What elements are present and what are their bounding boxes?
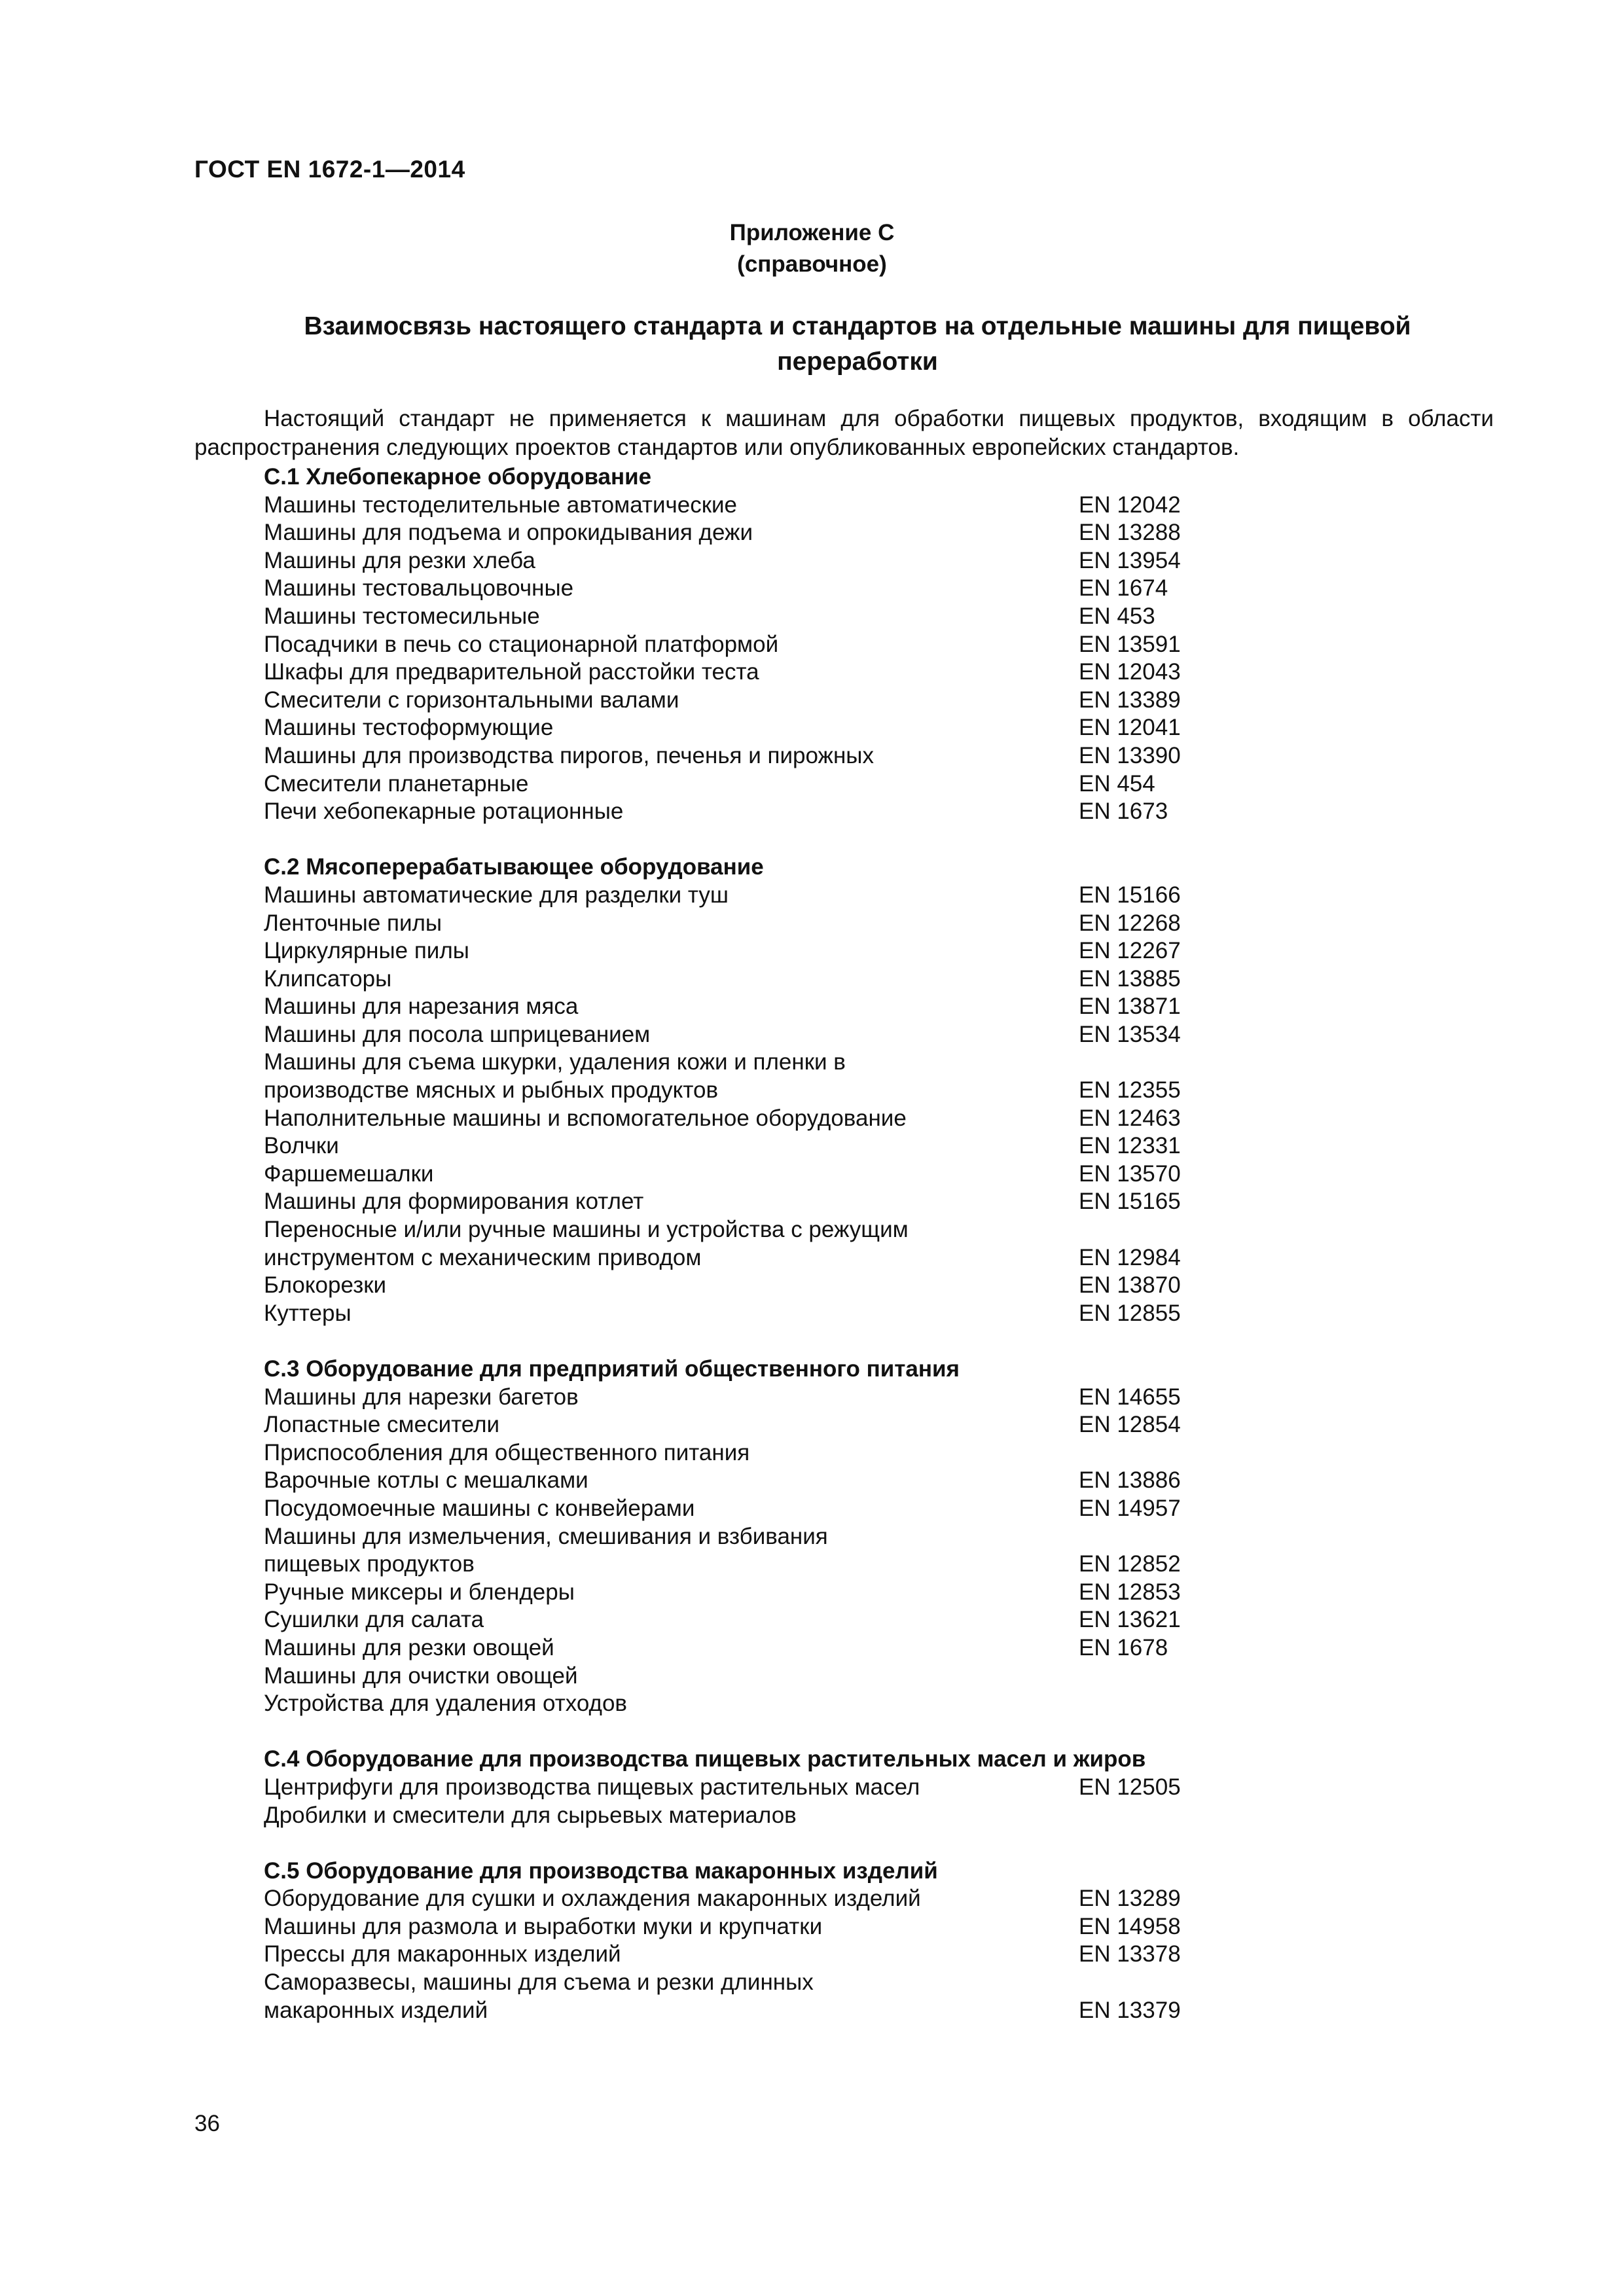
machine-name: Прессы для макаронных изделий [264, 1941, 621, 1967]
standard-code: EN 1674 [1079, 575, 1168, 601]
list-item [264, 993, 1246, 1021]
list-item [264, 1105, 1246, 1133]
list-item [264, 1579, 1246, 1607]
list-item [264, 1802, 1246, 1830]
standard-code: EN 13389 [1079, 687, 1181, 713]
title-line-2: переработки [777, 348, 938, 376]
list-item [264, 770, 1246, 798]
standard-code: EN 13390 [1079, 742, 1181, 768]
machine-name: Машины для производства пирогов, печенья и пирожных [264, 742, 874, 768]
standard-code: EN 453 [1079, 603, 1155, 629]
list-item [264, 519, 1246, 547]
machine-name: Клипсаторы [264, 965, 392, 992]
standard-code: EN 13289 [1079, 1886, 1181, 1912]
list-item [264, 882, 1246, 910]
standard-code: EN 13378 [1079, 1941, 1181, 1967]
page-number: 36 [194, 2111, 220, 2136]
standard-code: EN 13379 [1079, 1997, 1181, 2023]
machine-name: Оборудование для сушки и охлаждения макаронных изделий [264, 1886, 921, 1912]
machine-name: Машины автоматические для разделки туш [264, 882, 729, 908]
standard-code: EN 12042 [1079, 492, 1181, 518]
machine-name: Устройства для удаления отходов [264, 1691, 628, 1717]
list-item [264, 631, 1246, 659]
appendix-note: (справочное) [737, 251, 887, 277]
machine-name: макаронных изделий [264, 1997, 488, 2023]
machine-name: Смесители планетарные [264, 770, 529, 797]
list-item [264, 1913, 1246, 1941]
machine-name: Фаршемешалки [264, 1160, 434, 1187]
list-item [264, 1300, 1246, 1328]
standard-code: EN 14957 [1079, 1495, 1181, 1521]
list-item [264, 1384, 1246, 1412]
machine-name: Посудомоечные машины с конвейерами [264, 1495, 695, 1521]
machine-name: Центрифуги для производства пищевых растительных масел [264, 1774, 920, 1800]
list-item [264, 1216, 1246, 1244]
machine-name: Печи хебопекарные ротационные [264, 798, 624, 825]
machine-name: Ручные миксеры и блендеры [264, 1579, 575, 1605]
machine-name: Варочные котлы с мешалками [264, 1467, 588, 1494]
list-item [264, 1495, 1246, 1523]
list-item [264, 1244, 1246, 1272]
list-item [264, 1969, 1246, 1997]
standards-list [264, 463, 1246, 2024]
standard-code: EN 13886 [1079, 1467, 1181, 1494]
machine-name: Волчки [264, 1133, 339, 1159]
machine-name: пищевых продуктов [264, 1551, 475, 1577]
list-item [264, 1634, 1246, 1662]
machine-name: Сушилки для салата [264, 1607, 484, 1633]
machine-name: Машины для измельчения, смешивания и взбивания [264, 1523, 828, 1549]
standard-code: EN 12984 [1079, 1244, 1181, 1270]
machine-name: Приспособления для общественного питания [264, 1439, 750, 1465]
standard-code: EN 13591 [1079, 631, 1181, 657]
standard-code: EN 454 [1079, 770, 1155, 797]
list-item [264, 1774, 1246, 1802]
standard-code: EN 12355 [1079, 1077, 1181, 1103]
list-item [264, 1160, 1246, 1189]
machine-name: Машины тестоделительные автоматические [264, 492, 738, 518]
standard-code: EN 13621 [1079, 1607, 1181, 1633]
machine-name: Машины для очистки овощей [264, 1662, 578, 1689]
machine-name: Машины тестоформующие [264, 715, 554, 741]
list-item [264, 1523, 1246, 1551]
machine-name: инструментом с механическим приводом [264, 1244, 702, 1270]
standard-code: EN 12041 [1079, 715, 1181, 741]
list-item [264, 714, 1246, 742]
machine-name: Наполнительные машины и вспомогательное оборудование [264, 1105, 907, 1131]
list-item [264, 1662, 1246, 1691]
list-item [264, 937, 1246, 965]
machine-name: Машины для размола и выработки муки и крупчатки [264, 1913, 823, 1939]
machine-name: Машины для съема шкурки, удаления кожи и пленки в [264, 1049, 846, 1075]
list-item [264, 1132, 1246, 1160]
machine-name: Машины для формирования котлет [264, 1189, 644, 1215]
machine-name: Машины для посола шприцеванием [264, 1021, 651, 1047]
list-item [264, 1997, 1246, 2025]
section-heading: С.5 Оборудование для производства макаронных изделий [264, 1857, 938, 1884]
list-item [264, 1690, 1246, 1718]
page-title [249, 309, 1466, 380]
standard-code: EN 12463 [1079, 1105, 1181, 1131]
standard-code: EN 13534 [1079, 1021, 1181, 1047]
list-item [264, 1439, 1246, 1467]
machine-name: Шкафы для предварительной расстойки теста [264, 659, 759, 685]
machine-name: Машины для нарезания мяса [264, 994, 579, 1020]
standard-code: EN 1678 [1079, 1634, 1168, 1660]
standard-code: EN 14958 [1079, 1913, 1181, 1939]
standard-code: EN 14655 [1079, 1384, 1181, 1410]
list-item [264, 1551, 1246, 1579]
machine-name: Дробилки и смесители для сырьевых материалов [264, 1802, 797, 1828]
machine-name: Смесители с горизонтальными валами [264, 687, 679, 713]
appendix-label: Приложение С [729, 220, 895, 245]
standard-code: EN 13954 [1079, 547, 1181, 573]
standard-code: EN 12855 [1079, 1300, 1181, 1326]
list-item [264, 1049, 1246, 1077]
section-heading: С.4 Оборудование для производства пищевых растительных масел и жиров [264, 1746, 1146, 1772]
machine-name: Циркулярные пилы [264, 938, 469, 964]
machine-name: Машины для нарезки багетов [264, 1384, 579, 1410]
list-item [264, 742, 1246, 770]
list-item [264, 547, 1246, 575]
standard-code: EN 13871 [1079, 994, 1181, 1020]
machine-name: Ленточные пилы [264, 910, 442, 936]
standard-code: EN 12853 [1079, 1579, 1181, 1605]
standard-code: EN 12267 [1079, 938, 1181, 964]
machine-name: Блокорезки [264, 1272, 387, 1299]
list-item [264, 492, 1246, 520]
appendix-heading [0, 217, 1624, 280]
list-item [264, 603, 1246, 631]
machine-name: Куттеры [264, 1300, 352, 1326]
list-item [264, 1272, 1246, 1300]
document-header: ГОСТ EN 1672-1—2014 [194, 156, 465, 183]
standard-code: EN 12268 [1079, 910, 1181, 936]
machine-name: производстве мясных и рыбных продуктов [264, 1077, 719, 1103]
list-item [264, 687, 1246, 715]
standard-code: EN 13570 [1079, 1160, 1181, 1187]
standard-code: EN 12852 [1079, 1551, 1181, 1577]
intro-paragraph: Настоящий стандарт не применяется к машинам для обработки пищевых продуктов, входящим в области распространения следующих проектов стандартов или опубликованных европейских стандартов. [194, 406, 1494, 460]
list-item [264, 798, 1246, 826]
list-item [264, 1021, 1246, 1049]
list-item [264, 965, 1246, 994]
standard-code: EN 15165 [1079, 1189, 1181, 1215]
title-line-1: Взаимосвязь настоящего стандарта и стандартов на отдельные машины для пищевой [304, 312, 1411, 340]
list-item [264, 910, 1246, 938]
list-item [264, 1467, 1246, 1495]
standard-code: EN 1673 [1079, 798, 1168, 825]
standard-code: EN 12505 [1079, 1774, 1181, 1800]
standard-code: EN 12043 [1079, 659, 1181, 685]
list-item [264, 575, 1246, 603]
machine-name: Машины для подъема и опрокидывания дежи [264, 520, 753, 546]
machine-name: Посадчики в печь со стационарной платформой [264, 631, 779, 657]
list-item [264, 1411, 1246, 1439]
list-item [264, 1885, 1246, 1913]
standard-code: EN 12854 [1079, 1412, 1181, 1438]
standard-code: EN 12331 [1079, 1133, 1181, 1159]
machine-name: Переносные и/или ручные машины и устройства с режущим [264, 1217, 909, 1243]
section-heading: С.3 Оборудование для предприятий общественного питания [264, 1356, 960, 1382]
list-item [264, 1188, 1246, 1216]
machine-name: Саморазвесы, машины для съема и резки длинных [264, 1969, 814, 1996]
standard-code: EN 13288 [1079, 520, 1181, 546]
standard-code: EN 15166 [1079, 882, 1181, 908]
list-item [264, 1941, 1246, 1969]
machine-name: Машины тестовальцовочные [264, 575, 574, 601]
list-item [264, 1077, 1246, 1105]
section-heading: С.2 Мясоперерабатывающее оборудование [264, 854, 764, 880]
section-heading: С.1 Хлебопекарное оборудование [264, 464, 652, 490]
list-item [264, 1606, 1246, 1634]
machine-name: Лопастные смесители [264, 1412, 500, 1438]
machine-name: Машины для резки хлеба [264, 547, 535, 573]
machine-name: Машины тестомесильные [264, 603, 540, 629]
machine-name: Машины для резки овощей [264, 1634, 554, 1660]
standard-code: EN 13885 [1079, 965, 1181, 992]
standard-code: EN 13870 [1079, 1272, 1181, 1299]
list-item [264, 658, 1246, 687]
